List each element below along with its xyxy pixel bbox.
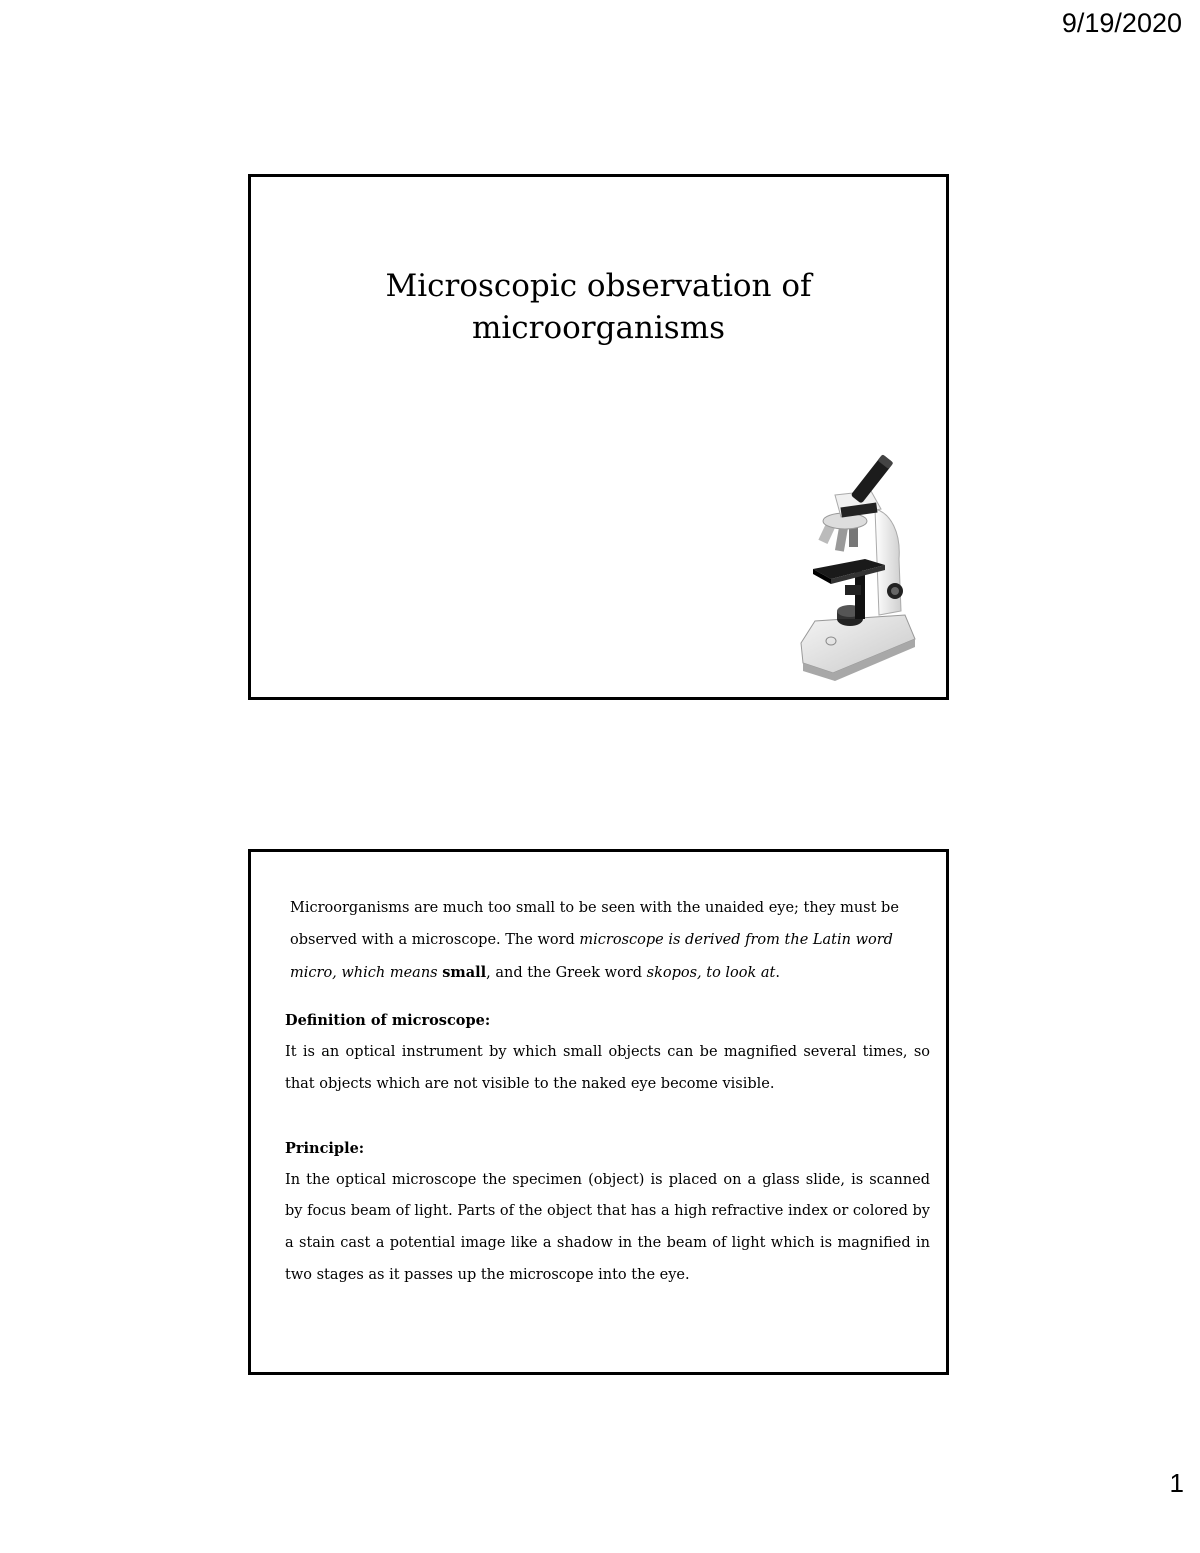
- spacer: [285, 1101, 930, 1133]
- intro-italic-2: skopos, to look at: [646, 964, 776, 981]
- intro-italic-1: microscope is derived from the Latin word micro, which means: [290, 931, 893, 981]
- slide-body: [285, 893, 930, 1292]
- slide-title-line-2: microorganisms: [471, 310, 726, 346]
- slide-title: [251, 265, 946, 349]
- slide-title-card: [248, 174, 949, 700]
- page-date: 9/19/2020: [1061, 8, 1182, 38]
- definition-heading: Definition of microscope:: [285, 1012, 491, 1030]
- principle-heading: Principle:: [285, 1139, 365, 1157]
- slide-title-line-1: Microscopic observation of: [385, 268, 812, 304]
- definition-text: It is an optical instrument by which small objects can be magnified several times, so that objects which are not visible to the naked eye become visible.: [285, 1044, 930, 1092]
- slide-content-card: [248, 849, 949, 1375]
- intro-text-2: , and the Greek word: [486, 964, 647, 981]
- intro-text-1: Microorganisms are much too small to be seen with the unaided eye; they must be observed with a microscope. The word: [290, 900, 899, 948]
- page-number: 1: [1169, 1468, 1184, 1498]
- principle-text: In the optical microscope the specimen (object) is placed on a glass slide, is scanned by focus beam of light. Parts of the object that has a high refractive index or colored by a stain cast a potential image like a shadow in the beam of light which is magnified in two stages as it passes up the microscope into the eye.: [285, 1171, 930, 1283]
- microscope-image: [793, 451, 923, 681]
- intro-text-3: .: [775, 964, 780, 981]
- intro-bold-small: small: [442, 963, 487, 981]
- intro-paragraph: [285, 893, 930, 989]
